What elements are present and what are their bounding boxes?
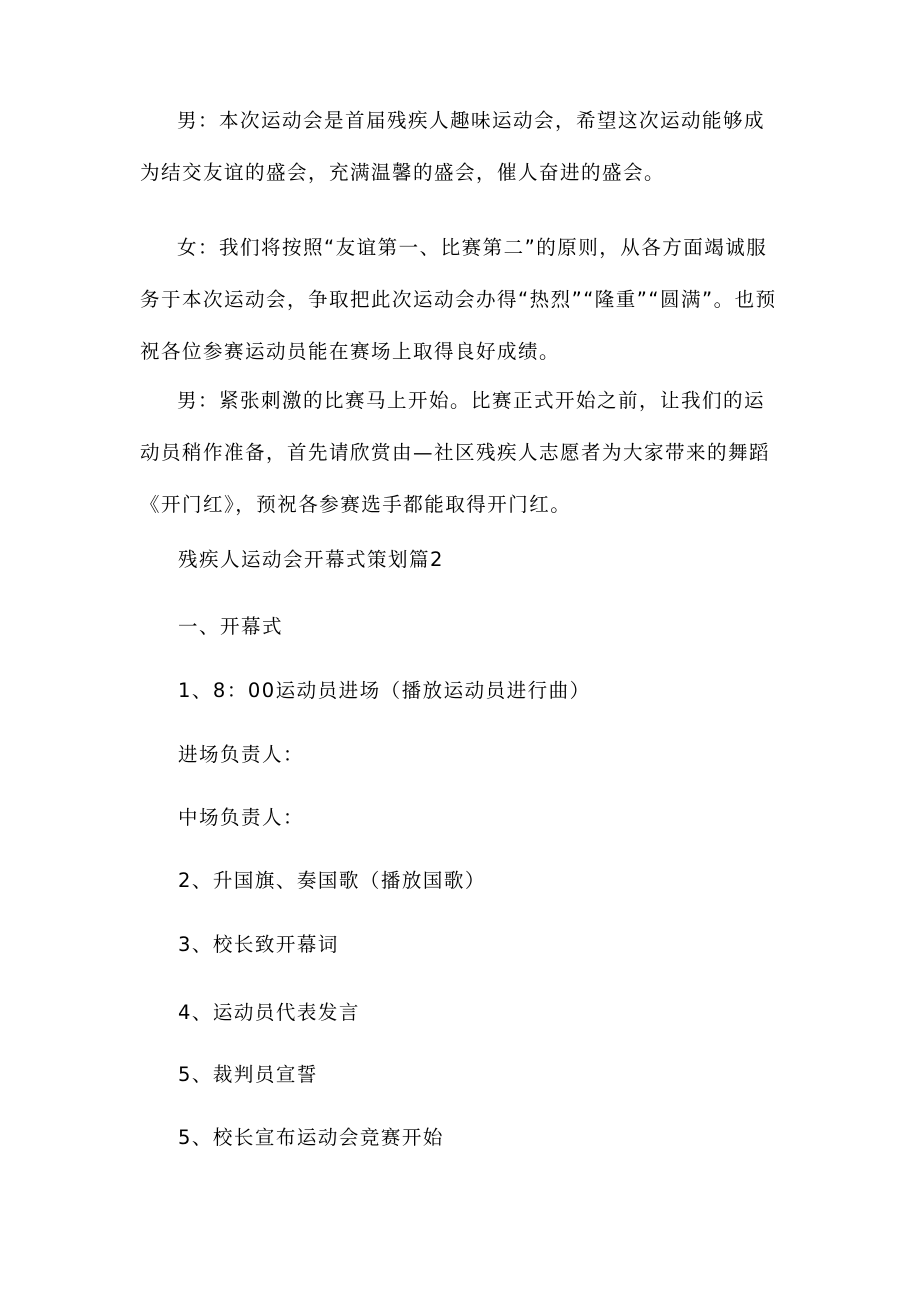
list-item: 4、运动员代表发言: [178, 1001, 360, 1024]
paragraph-male-performance: 男：紧张刺激的比赛马上开始。比赛正式开始之前，让我们的运动员稍作准备，首先请欣赏由—社区残疾人志愿者为大家带来的舞蹈《开门红》，预祝各参赛选手都能取得开门红。: [140, 389, 771, 516]
paragraph-male-intro: 男：本次运动会是首届残疾人趣味运动会，希望这次运动能够成为结交友谊的盛会，充满温馨的盛会，催人奋进的盛会。: [140, 109, 766, 184]
list-item: 2、升国旗、奏国歌（播放国歌）: [178, 869, 486, 892]
list-item: 中场负责人：: [178, 806, 305, 829]
section-heading: 残疾人运动会开幕式策划篇2: [178, 548, 444, 571]
list-item: 1、8：00运动员进场（播放运动员进行曲）: [178, 679, 591, 702]
list-item: 5、校长宣布运动会竞赛开始: [178, 1126, 444, 1149]
subheading-opening: 一、开幕式: [178, 615, 284, 638]
list-item: 进场负责人：: [178, 743, 305, 766]
list-item: 5、裁判员宣誓: [178, 1063, 318, 1086]
list-item: 3、校长致开幕词: [178, 933, 339, 956]
paragraph-female-speech: 女：我们将按照“友谊第一、比赛第二”的原则，从各方面竭诚服务于本次运动会，争取把此次运动会办得“热烈”“隆重”“圆满”。也预祝各位参赛运动员能在赛场上取得良好成绩。: [140, 236, 777, 363]
